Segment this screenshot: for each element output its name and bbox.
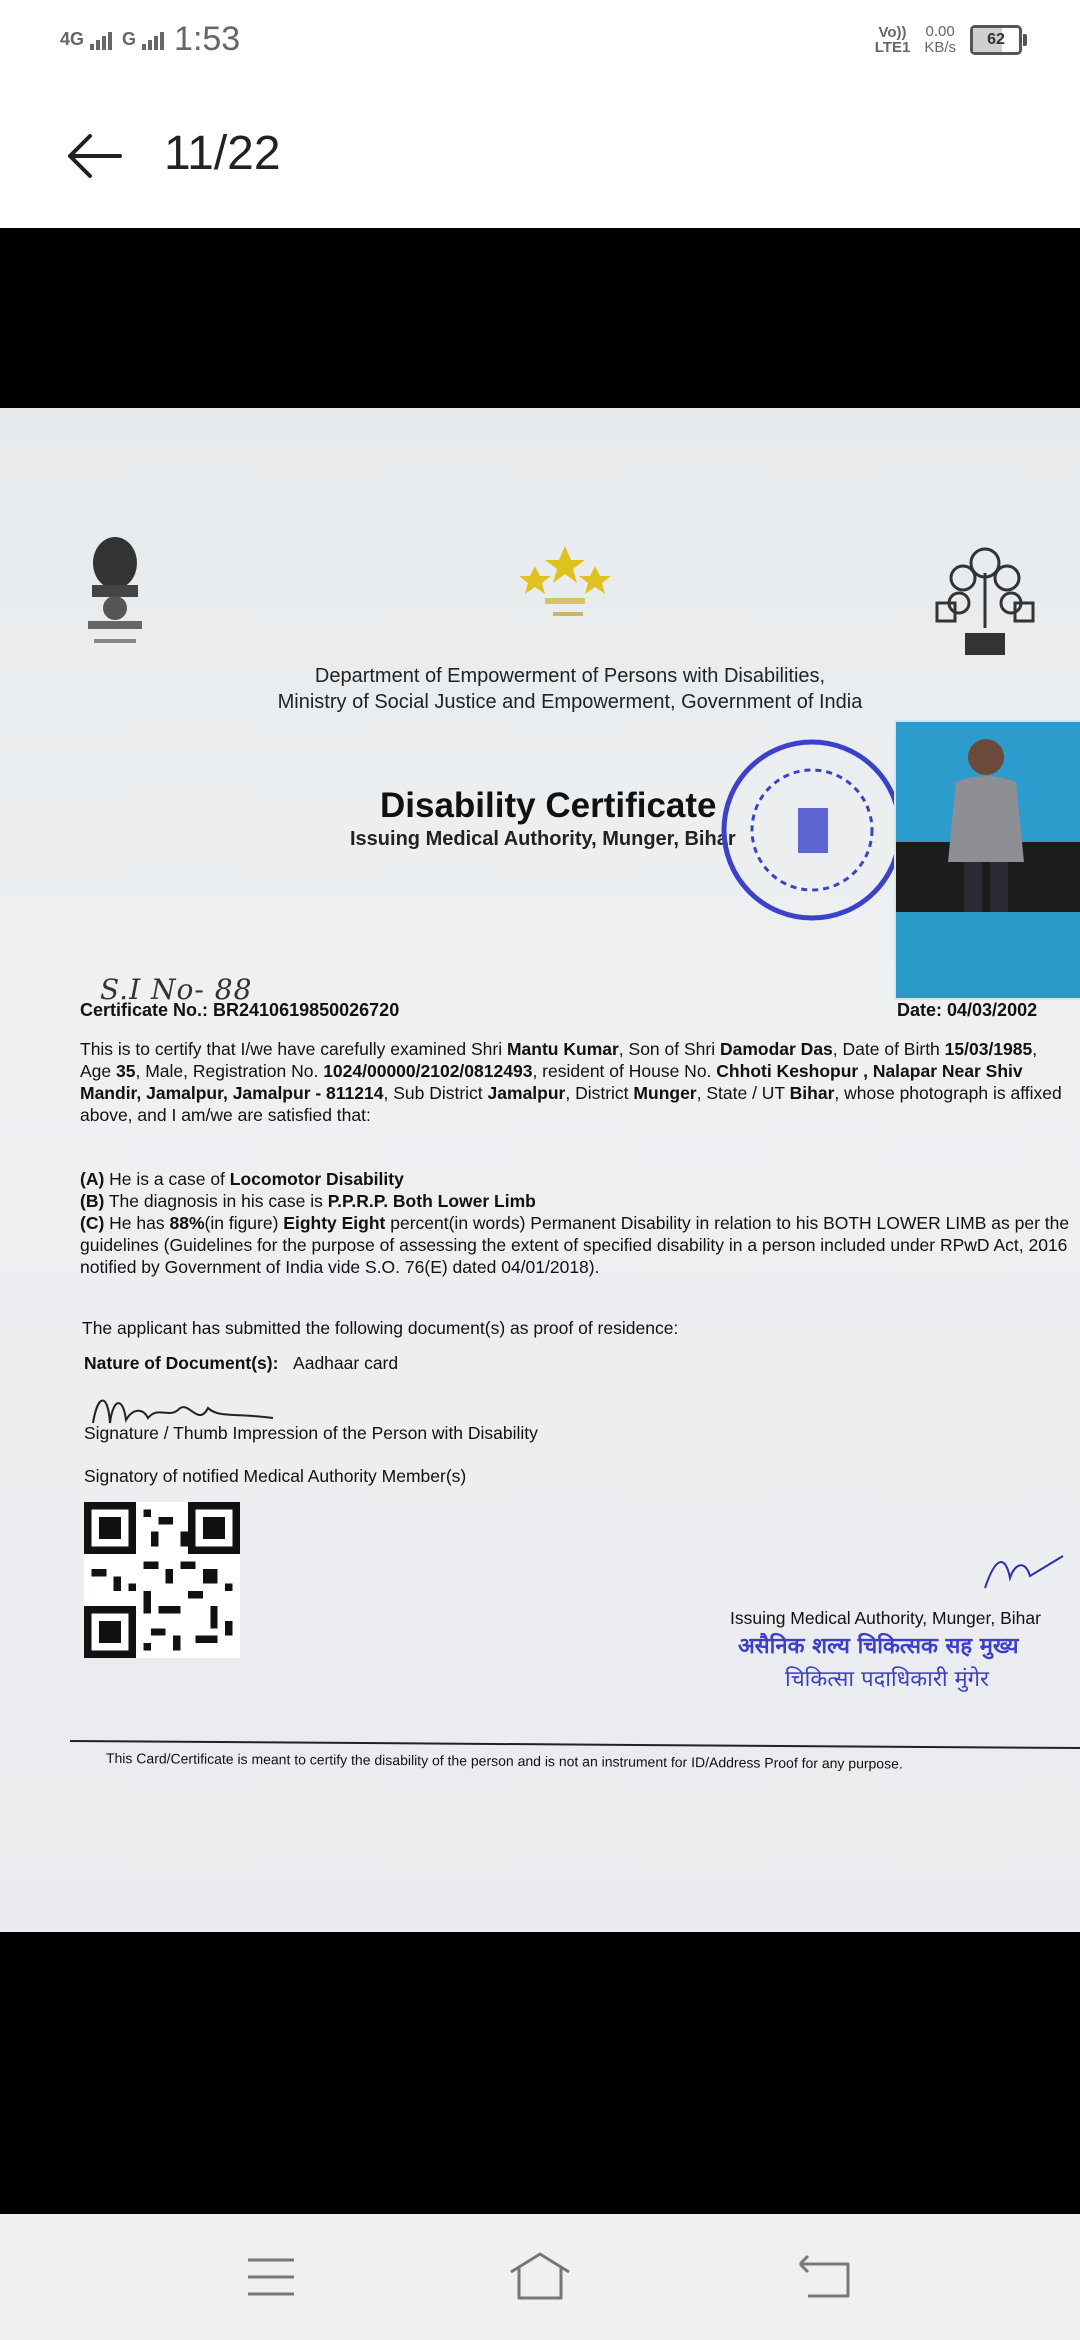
navigation-bar <box>0 2214 1080 2340</box>
footer-note: This Card/Certificate is meant to certify the disability of the person and is not an instrument for ID/Address Proof for any purpose. <box>105 1750 903 1772</box>
arrow-left-icon[interactable] <box>60 126 130 186</box>
clock: 1:53 <box>174 20 241 58</box>
signal-2: G <box>122 29 164 50</box>
certificate-image <box>0 408 1080 1932</box>
certification-paragraph: This is to certify that I/we have carefully examined Shri Mantu Kumar, Son of Shri Damodar Das, Date of Birth 15/03/1985, Age 35, Male, Registration No. 1024/00000/2102/0812493, resident of House No. Chhoti Keshopur , Nalapar Near Shiv Mandir, Jamalpur, Jamalpur - 811214, Sub District Jamalpur, District Munger, State / UT Bihar, whose photograph is affixed above, and I am/we are satisfied that: <box>80 1039 1062 1125</box>
ministry-logo-icon <box>515 536 615 631</box>
status-bar <box>0 0 1080 86</box>
seal-stamp-icon <box>720 738 905 923</box>
signatory-label: Signatory of notified Medical Authority Member(s) <box>84 1466 467 1486</box>
volte-indicator: Vo)) LTE1 <box>874 24 911 56</box>
bihar-emblem-icon <box>935 533 1035 663</box>
department-heading: Department of Empowerment of Persons with Disabilities, Ministry of Social Justice and Empowerment, Government of India <box>277 665 863 713</box>
signal-bars-icon <box>142 32 164 50</box>
certificate-subtitle: Issuing Medical Authority, Munger, Bihar <box>350 828 736 850</box>
issuing-authority: Issuing Medical Authority, Munger, Bihar <box>730 1608 1041 1628</box>
signal-1: 4G <box>60 29 112 50</box>
page-counter: 11/22 <box>164 127 281 180</box>
app-bar <box>0 86 1080 228</box>
item-a: (A) He is a case of Locomotor Disability <box>80 1169 404 1189</box>
back-icon[interactable] <box>790 2250 860 2304</box>
certificate-number: Certificate No.: BR2410619850026720 <box>80 1000 400 1020</box>
signal-bars-icon <box>90 32 112 50</box>
authority-signature <box>975 1548 1065 1596</box>
footer-divider <box>70 1740 1080 1749</box>
menu-icon[interactable] <box>236 2250 306 2304</box>
applicant-photo <box>894 720 1080 1000</box>
certificate-date: Date: 04/03/2002 <box>897 1000 1038 1020</box>
item-c: (C) He has 88%(in figure) Eighty Eight percent(in words) Permanent Disability in relation to his BOTH LOWER LIMB as per the guidelines (Guidelines for the purpose of assessing the extent of specified disability in a person included under RPwD Act, 2016 notified by Government of India vide S.O. 76(E) dated 04/01/2018). <box>80 1213 1070 1277</box>
network-speed: 0.00 KB/s <box>924 23 956 56</box>
signature-label: Signature / Thumb Impression of the Person with Disability <box>84 1423 538 1443</box>
status-left <box>60 20 240 59</box>
qr-code-icon <box>84 1502 240 1658</box>
home-icon[interactable] <box>505 2250 575 2304</box>
proof-statement: The applicant has submitted the following document(s) as proof of residence: <box>82 1318 679 1338</box>
status-right <box>875 24 1022 56</box>
person-photo-icon <box>896 722 1080 998</box>
serial-number: S.I No- 88 <box>100 973 253 1006</box>
authority-stamp-line2: चिकित्सा पदाधिकारी मुंगेर <box>785 1667 990 1692</box>
certificate-title: Disability Certificate <box>380 786 717 825</box>
battery-icon: 62 <box>970 25 1022 55</box>
disability-details <box>80 1168 1070 1278</box>
nature-of-document: Nature of Document(s): Aadhaar card <box>84 1353 399 1373</box>
item-b: (B) The diagnosis in his case is P.P.R.P. Both Lower Limb <box>80 1191 536 1211</box>
national-emblem-icon <box>80 533 150 653</box>
authority-stamp-line1: असैनिक शल्य चिकित्सक सह मुख्य <box>738 1634 1019 1659</box>
